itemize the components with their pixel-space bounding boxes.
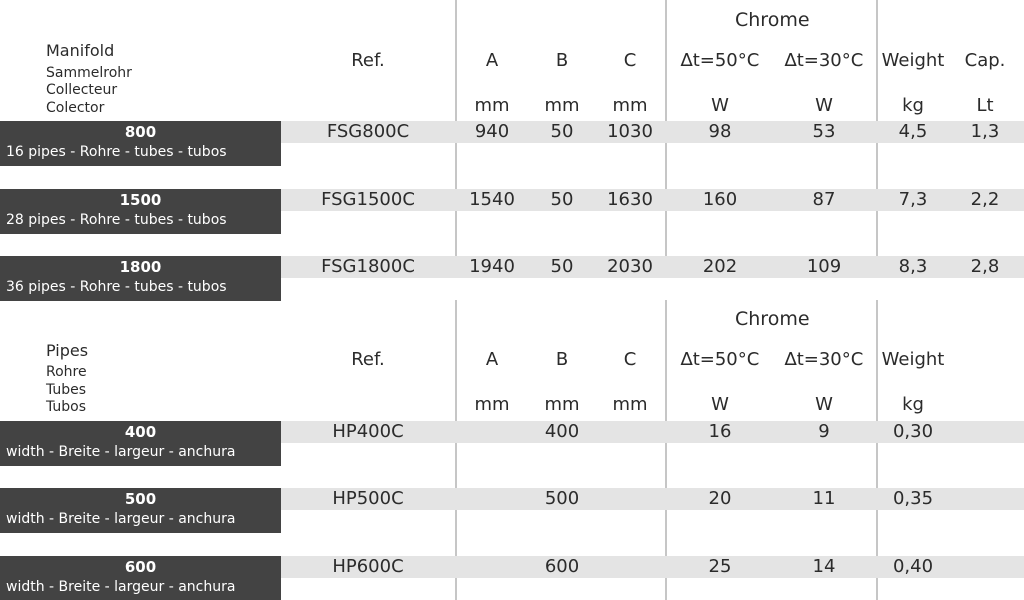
header-cap: Cap. <box>964 50 1006 71</box>
row-weight: 0,30 <box>892 421 934 442</box>
row-label-cell <box>0 421 281 466</box>
row-description: width - Breite - largeur - anchura <box>6 444 236 460</box>
unit-dt50: W <box>711 95 729 116</box>
row-description: 36 pipes - Rohre - tubes - tubos <box>6 279 227 295</box>
header-dt30: ∆t=30°C <box>784 349 864 370</box>
row-c: 1630 <box>607 189 653 210</box>
row-ref: HP500C <box>332 488 404 509</box>
header-weight: Weight <box>881 349 945 370</box>
row-dt30: 109 <box>806 256 842 277</box>
row-cap: 1,3 <box>970 121 1000 142</box>
unit-dt50: W <box>711 394 729 415</box>
row-ref: FSG800C <box>326 121 410 142</box>
unit-dt30: W <box>815 95 833 116</box>
row-dt50: 202 <box>702 256 738 277</box>
header-ref: Ref. <box>351 50 385 71</box>
row-description: width - Breite - largeur - anchura <box>6 579 236 595</box>
row-b: 50 <box>550 121 574 142</box>
unit-a: mm <box>474 95 510 116</box>
row-dt30: 53 <box>812 121 836 142</box>
section-title: Manifold <box>46 41 115 60</box>
row-weight: 7,3 <box>898 189 928 210</box>
chrome-label: Chrome <box>735 308 810 330</box>
header-c: C <box>623 349 637 370</box>
row-b: 50 <box>550 256 574 277</box>
unit-b: mm <box>544 394 580 415</box>
row-a: 940 <box>474 121 510 142</box>
row-label-cell <box>0 556 281 600</box>
row-label-cell <box>0 121 281 166</box>
row-dt50: 98 <box>708 121 732 142</box>
row-dt30: 9 <box>818 421 830 442</box>
row-b: 400 <box>544 421 580 442</box>
row-weight: 8,3 <box>898 256 928 277</box>
header-weight: Weight <box>881 50 945 71</box>
row-ref: HP400C <box>332 421 404 442</box>
row-dt30: 11 <box>812 488 836 509</box>
row-description: 16 pipes - Rohre - tubes - tubos <box>6 144 227 160</box>
header-dt50: ∆t=50°C <box>680 349 760 370</box>
row-description: 28 pipes - Rohre - tubes - tubos <box>6 212 227 228</box>
row-a: 1540 <box>469 189 515 210</box>
row-size: 400 <box>124 423 157 441</box>
unit-weight: kg <box>902 95 924 116</box>
row-dt30: 87 <box>812 189 836 210</box>
row-weight: 0,35 <box>892 488 934 509</box>
column-divider-a <box>455 300 457 600</box>
unit-c: mm <box>612 394 648 415</box>
row-ref: FSG1800C <box>321 256 415 277</box>
row-dt50: 20 <box>708 488 732 509</box>
row-ref: HP600C <box>332 556 404 577</box>
unit-cap: Lt <box>976 95 994 116</box>
column-divider-weight <box>876 300 878 600</box>
header-a: A <box>485 50 499 71</box>
section-subtitle: Colector <box>46 100 105 116</box>
section-title: Pipes <box>46 341 89 360</box>
section-subtitle: Sammelrohr <box>46 65 132 81</box>
row-cap: 2,8 <box>970 256 1000 277</box>
row-b: 600 <box>544 556 580 577</box>
row-dt30: 14 <box>812 556 836 577</box>
row-size: 800 <box>124 123 157 141</box>
row-b: 50 <box>550 189 574 210</box>
row-dt50: 160 <box>702 189 738 210</box>
row-c: 2030 <box>607 256 653 277</box>
section-subtitle: Tubos <box>46 399 87 415</box>
header-a: A <box>485 349 499 370</box>
section-subtitle: Tubes <box>46 382 87 398</box>
header-c: C <box>623 50 637 71</box>
row-size: 600 <box>124 558 157 576</box>
row-dt50: 25 <box>708 556 732 577</box>
row-size: 1800 <box>119 258 162 276</box>
unit-a: mm <box>474 394 510 415</box>
unit-weight: kg <box>902 394 924 415</box>
section-subtitle: Collecteur <box>46 82 118 98</box>
row-dt50: 16 <box>708 421 732 442</box>
row-size: 500 <box>124 490 157 508</box>
header-b: B <box>555 349 569 370</box>
header-dt50: ∆t=50°C <box>680 50 760 71</box>
row-ref: FSG1500C <box>321 189 415 210</box>
header-b: B <box>555 50 569 71</box>
header-ref: Ref. <box>351 349 385 370</box>
row-label-cell <box>0 256 281 301</box>
unit-dt30: W <box>815 394 833 415</box>
section-subtitle: Rohre <box>46 364 87 380</box>
row-weight: 4,5 <box>898 121 928 142</box>
row-b: 500 <box>544 488 580 509</box>
row-cap: 2,2 <box>970 189 1000 210</box>
row-label-cell <box>0 488 281 533</box>
row-weight: 0,40 <box>892 556 934 577</box>
unit-b: mm <box>544 95 580 116</box>
row-description: width - Breite - largeur - anchura <box>6 511 236 527</box>
column-divider-chrome <box>665 300 667 600</box>
unit-c: mm <box>612 95 648 116</box>
row-c: 1030 <box>607 121 653 142</box>
row-a: 1940 <box>469 256 515 277</box>
header-dt30: ∆t=30°C <box>784 50 864 71</box>
row-size: 1500 <box>119 191 162 209</box>
chrome-label: Chrome <box>735 9 810 31</box>
row-label-cell <box>0 189 281 234</box>
